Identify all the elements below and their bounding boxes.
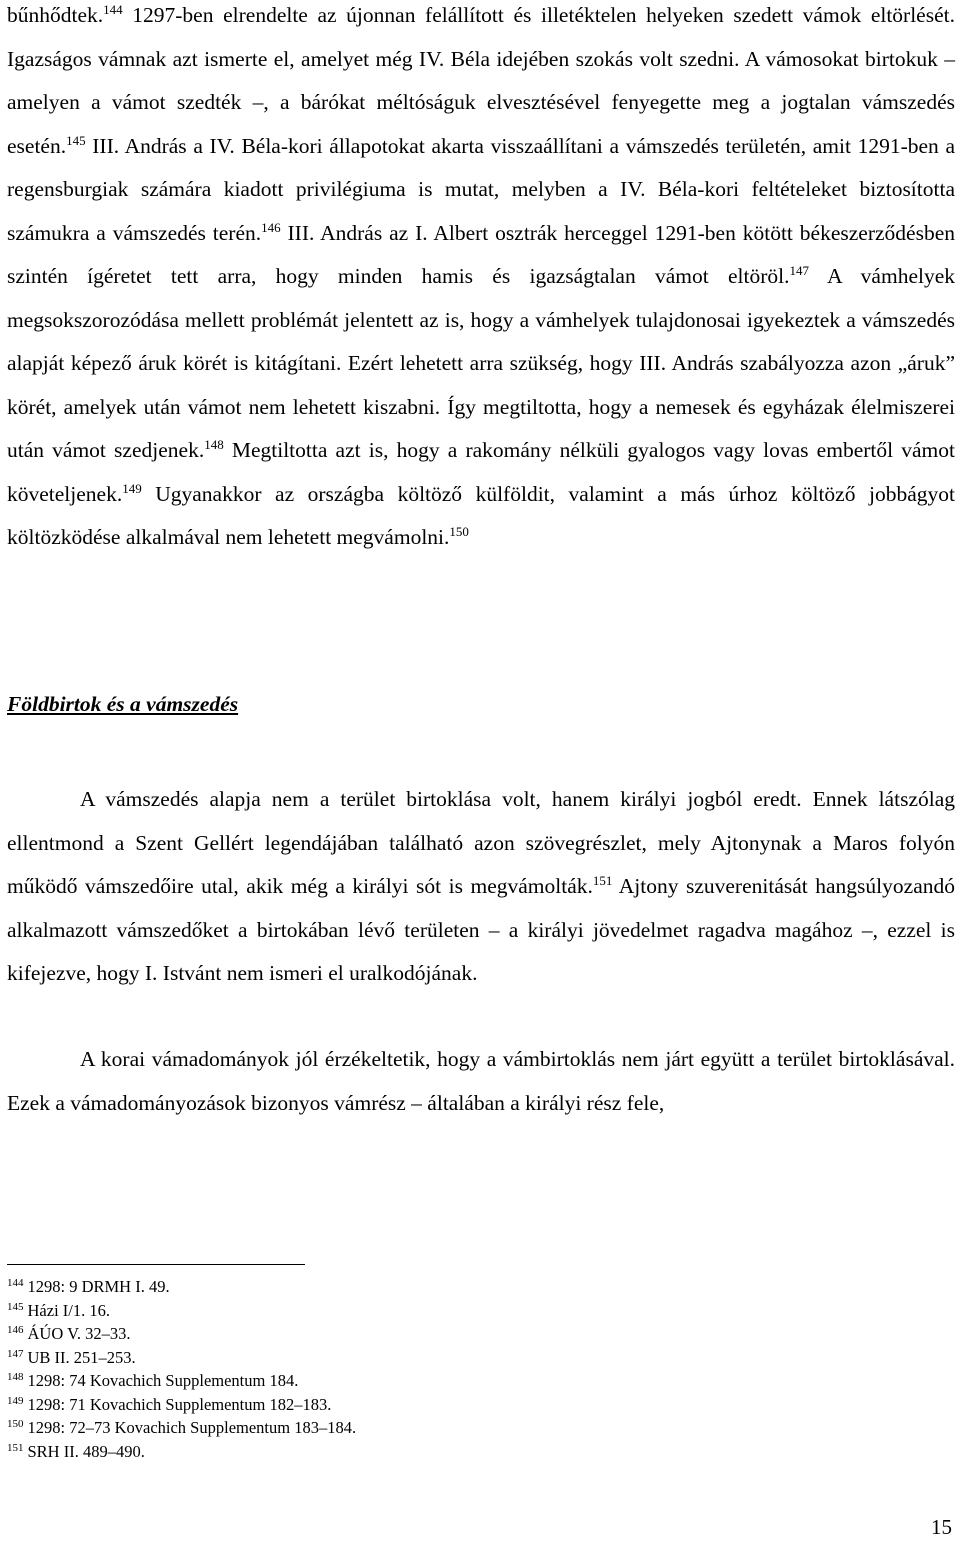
text-run: Ajtony szuverenitását hangsúlyozandó alkalmazott vámszedőket a birtokában lévő területen – a királyi jövedelmet ragadva magához –, ezzel is kifejezve, hogy I. Istvánt nem ismeri el uralkodójának. [7, 874, 955, 985]
footnote-text: 1298: 74 Kovachich Supplementum 184. [27, 1371, 299, 1390]
footnote-text: 1298: 72–73 Kovachich Supplementum 183–184. [27, 1418, 357, 1437]
footnote-number: 146 [7, 1324, 24, 1336]
text-run: Megtiltotta azt is, hogy a rakomány nélküli gyalogos vagy lovas embertől vámot követeljenek. [7, 438, 955, 506]
footnote-item [7, 1440, 707, 1464]
text-run: A vámhelyek megsokszorozódása mellett problémát jelentett az is, hogy a vámhelyek tulajdonosai igyekeztek a vámszedés alapját képező áruk körét is kitágítani. Ezért lehetett arra szükség, hogy III. András szabályozza azon „áruk” körét, amelyek után vámot nem lehetett kiszabni. Így megtiltotta, hogy a nemesek és egyházak élelmiszerei után vámot szedjenek. [7, 264, 956, 462]
section-heading: Földbirtok és a vámszedés [7, 692, 239, 716]
footnote-item [7, 1346, 707, 1370]
footnote-text: 1298: 71 Kovachich Supplementum 182–183. [27, 1394, 332, 1414]
footnote-ref-148[interactable]: 148 [204, 437, 224, 452]
footnote-item [7, 1275, 707, 1299]
footnote-ref-146[interactable]: 146 [261, 219, 281, 235]
footnote-ref-149[interactable]: 149 [122, 480, 142, 496]
footnote-number: 144 [7, 1277, 24, 1289]
footnote-item [7, 1393, 707, 1417]
text-run: III. András az I. Albert osztrák herceggel 1291-ben kötött békeszerződésben szintén ígéretet tett arra, hogy minden hamis és igazságtalan vámot eltöröl. [7, 220, 955, 288]
footnote-number: 149 [7, 1394, 24, 1407]
body-paragraph-1 [7, 0, 955, 560]
footnote-number: 150 [7, 1418, 24, 1430]
footnote-item [7, 1416, 707, 1440]
footnote-ref-151[interactable]: 151 [592, 873, 613, 888]
footnote-number: 148 [7, 1371, 24, 1383]
text-run: bűnhődtek. [7, 3, 104, 27]
text-run: Ugyanakkor az országba költöző külföldit, valamint a más úrhoz költöző jobbágyot költözködése alkalmával nem lehetett megvámolni. [7, 481, 955, 549]
footnote-list [7, 1275, 707, 1463]
text-run: A vámszedés alapja nem a terület birtoklása volt, hanem királyi jogból eredt. Ennek látszólag ellentmond a Szent Gellért legendájában található azon szövegrészlet, mely Ajtonynak a Maros folyón működő vámszedőire utal, akik még a királyi sót is megvámolták. [7, 787, 955, 898]
footnote-item [7, 1299, 707, 1323]
footnote-number: 147 [7, 1347, 24, 1360]
footnote-text: Házi I/1. 16. [27, 1300, 110, 1320]
body-paragraph-2 [7, 778, 955, 996]
page-number: 15 [931, 1515, 952, 1539]
footnote-ref-145[interactable]: 145 [66, 132, 86, 148]
footnote-text: UB II. 251–253. [27, 1347, 136, 1367]
body-paragraph-3: A korai vámadományok jól érzékeltetik, hogy a vámbirtoklás nem járt együtt a terület birtoklásával. Ezek a vámadományozások bizonyos vámrész – általában a királyi rész fele, [7, 1047, 955, 1115]
footnote-separator [7, 1264, 305, 1265]
footnote-ref-147[interactable]: 147 [789, 263, 809, 278]
footnote-item [7, 1369, 707, 1393]
footnote-ref-144[interactable]: 144 [103, 2, 123, 17]
footnote-text: ÁÚO V. 32–33. [27, 1324, 131, 1343]
footnote-text: SRH II. 489–490. [27, 1441, 145, 1461]
footnote-text: 1298: 9 DRMH I. 49. [27, 1277, 170, 1296]
footnote-ref-150[interactable]: 150 [449, 524, 469, 539]
text-run: 1297-ben elrendelte az újonnan felállított és illetéktelen helyeken szedett vámok eltörlését. Igazságos vámnak azt ismerte el, amelyet még IV. Béla idejében szokás volt szedni. A vámosokat birtokuk – amelyen a vámot szedték –, a bárókat méltóságuk elvesztésével fenyegette meg a jogtalan vámszedés esetén. [7, 3, 955, 158]
text-run: III. András a IV. Béla-kori állapotokat akarta visszaállítani a vámszedés területén, amit 1291-ben a regensburgiak számára kiadott privilégiuma is mutat, melyben a IV. Béla-kori feltételeket biztosította számukra a vámszedés terén. [7, 133, 955, 245]
footnote-number: 145 [7, 1300, 24, 1313]
footnote-number: 151 [7, 1441, 24, 1454]
footnote-item [7, 1322, 707, 1346]
